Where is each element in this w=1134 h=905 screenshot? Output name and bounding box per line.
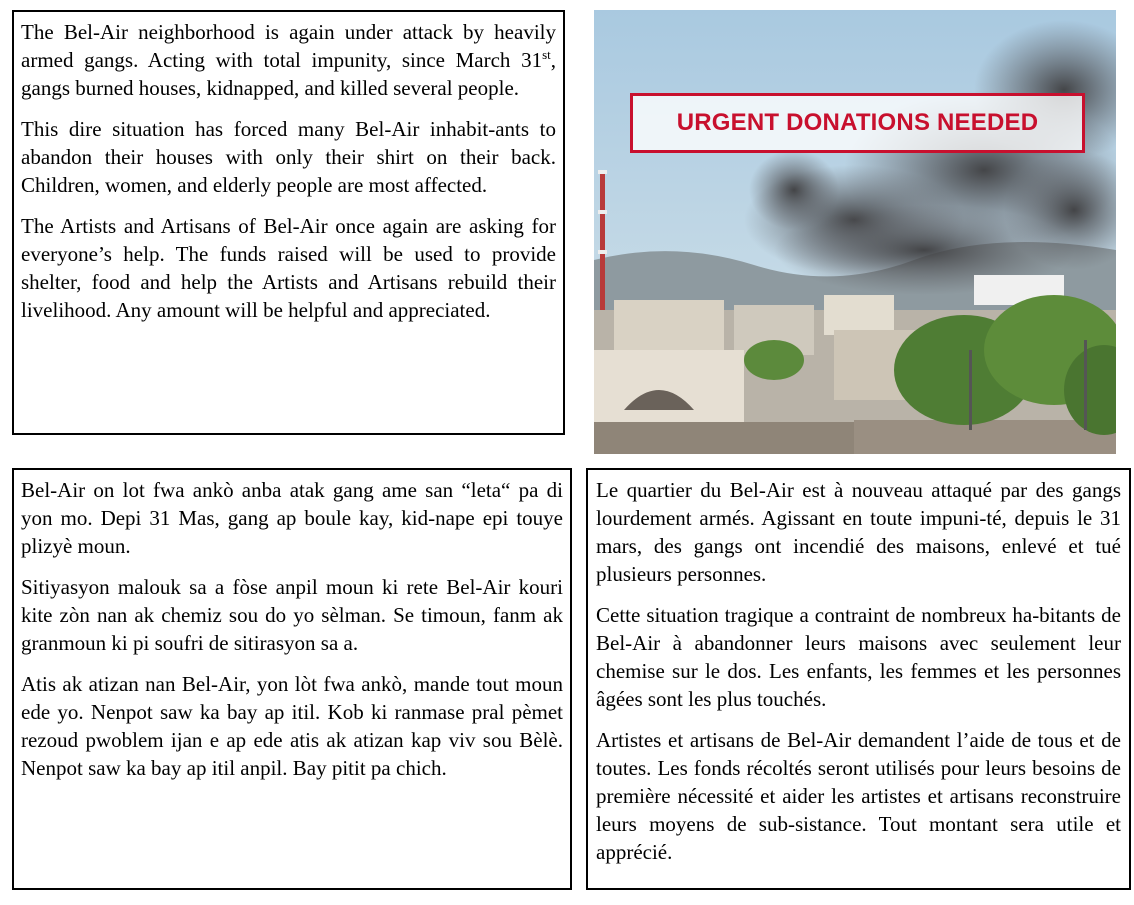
english-paragraph-1: The Bel-Air neighborhood is again under attack by heavily armed gangs. Acting with total impunity, since March 31st, gangs burned houses, kidnapped, and killed several people. xyxy=(21,20,556,100)
creole-paragraph-3: Atis ak atizan nan Bel-Air, yon lòt fwa ankò, mande tout moun ede yo. Nenpot saw ka bay ap itil. Kob ki ranmase pral pèmet rezoud pwoblem ijan e ap ede atis ak atizan kap viv sou Bèlè. Nenpot saw ka bay ap itil anpil. Bay pitit pa chich. xyxy=(21,672,563,780)
fire-smoke-photo xyxy=(594,10,1116,454)
french-paragraph-3: Artistes et artisans de Bel-Air demandent l’aide de tous et de toutes. Les fonds récoltés seront utilisés pour leurs besoins de première nécessité et aider les artistes et artisans reconstruire leurs moyens de sub-sistance. Tout montant sera utile et apprécié. xyxy=(596,728,1121,864)
creole-paragraph-2: Sitiyasyon malouk sa a fòse anpil moun ki rete Bel-Air kouri kite zòn nan ak chemiz sou do yo sèlman. Se timoun, fanm ak granmoun ki pi soufri de sitirasyon sa a. xyxy=(21,575,563,655)
english-paragraph-3: The Artists and Artisans of Bel-Air once again are asking for everyone’s help. The funds raised will be used to provide shelter, food and help the Artists and Artisans rebuild their livelihood. Any amount will be helpful and appreciated. xyxy=(21,214,556,322)
banner-text: URGENT DONATIONS NEEDED xyxy=(676,109,1039,136)
french-text-box xyxy=(586,468,1131,890)
urgent-donations-banner xyxy=(630,93,1085,153)
french-paragraph-1: Le quartier du Bel-Air est à nouveau attaqué par des gangs lourdement armés. Agissant en toute impuni-té, depuis le 31 mars, des gangs ont incendié des maisons, enlevé et tué plusieurs personnes. xyxy=(596,478,1121,586)
creole-text-box xyxy=(12,468,572,890)
creole-paragraph-1: Bel-Air on lot fwa ankò anba atak gang ame san “leta“ pa di yon mo. Depi 31 Mas, gang ap boule kay, kid-nape epi touye plizyè moun. xyxy=(21,478,563,558)
french-paragraph-2: Cette situation tragique a contraint de nombreux ha-bitants de Bel-Air à abandonner leurs maisons avec seulement leur chemise sur le dos. Les enfants, les femmes et les personnes âgées sont les plus touchés. xyxy=(596,603,1121,711)
english-paragraph-2: This dire situation has forced many Bel-Air inhabit-ants to abandon their houses with only their shirt on their back. Children, women, and elderly people are most affected. xyxy=(21,117,556,197)
english-text-box xyxy=(12,10,565,435)
